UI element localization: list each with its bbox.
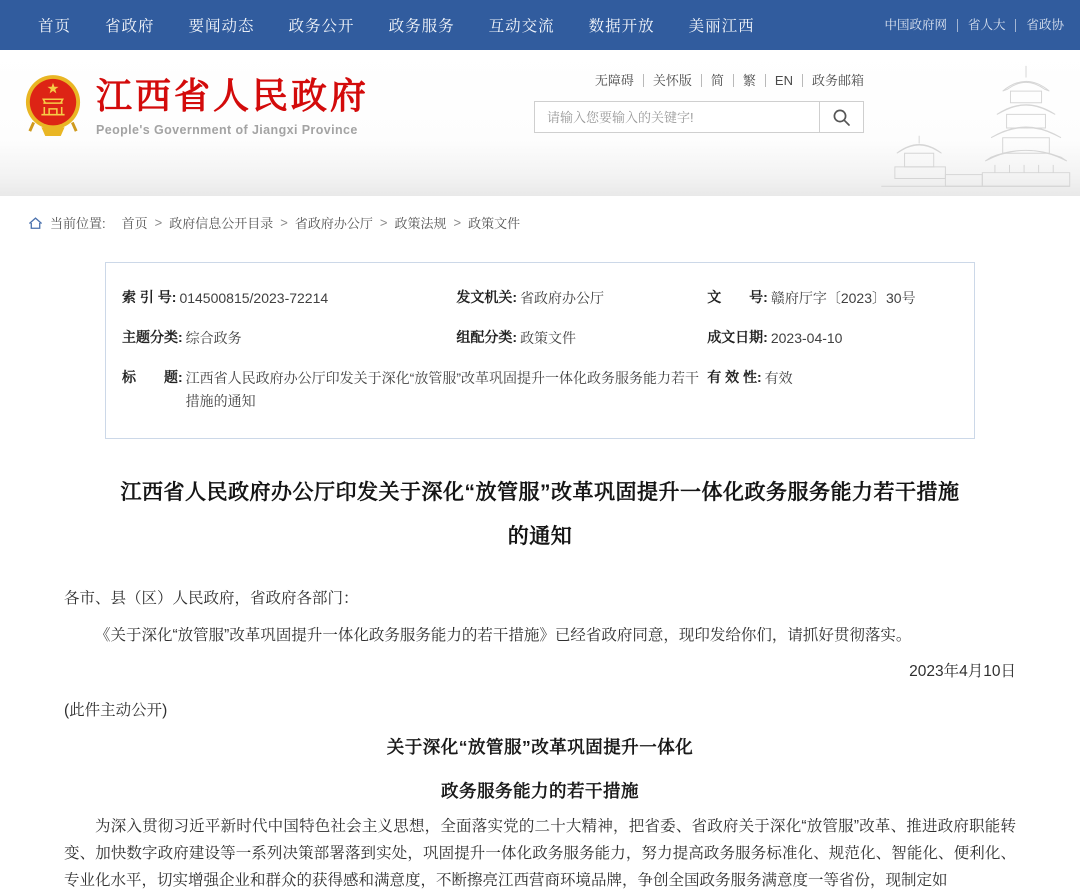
meta-issuer-label: 发文机关:	[456, 289, 518, 305]
nav-interaction[interactable]: 互动交流	[488, 18, 555, 35]
nav-gov-services[interactable]: 政务服务	[388, 18, 455, 35]
meta-issuer-value: 省政府办公厅	[520, 290, 605, 306]
meta-issue-date	[707, 327, 958, 350]
search-input[interactable]	[535, 102, 819, 132]
breadcrumb-separator: >	[154, 215, 163, 230]
document-date: 2023年4月10日	[909, 663, 1016, 681]
top-navigation	[0, 0, 1080, 50]
meta-title	[122, 367, 707, 413]
meta-date-label: 成文日期:	[707, 329, 768, 346]
meta-date-value: 2023-04-10	[770, 330, 843, 347]
meta-index-number	[122, 287, 456, 310]
link-english-version[interactable]: EN	[766, 74, 803, 87]
nav-gov-affairs-public[interactable]: 政务公开	[288, 18, 355, 35]
nav-home[interactable]: 首页	[38, 18, 72, 35]
meta-title-value: 江西省人民政府办公厅印发关于深化“放管服”改革巩固提升一体化政务服务能力若干措施的通知	[185, 370, 699, 410]
brand-text	[96, 75, 369, 137]
meta-validity-value: 有效	[764, 370, 793, 387]
link-provincial-cppcc[interactable]: 省政协	[1026, 17, 1064, 32]
salutation: 各市、县（区）人民政府，省政府各部门：	[64, 590, 359, 608]
attachment-title-line2: 政务服务能力的若干措施	[441, 781, 639, 802]
breadcrumb	[0, 196, 1080, 244]
document-title-line1: 江西省人民政府办公厅印发关于深化“放管服”改革巩固提升一体化政务服务能力若干措施	[120, 481, 960, 505]
utility-links	[534, 74, 864, 87]
link-provincial-peoples-congress[interactable]: 省人大	[958, 19, 1017, 32]
meta-group-label: 组配分类:	[456, 329, 518, 346]
link-china-gov[interactable]: 中国政府网	[874, 19, 958, 32]
nav-provincial-government[interactable]: 省政府	[105, 18, 155, 35]
link-gov-mailbox[interactable]: 政务邮箱	[811, 73, 864, 88]
meta-docnum-label: 文 号:	[707, 289, 768, 305]
header-utility-area	[534, 74, 864, 133]
document-title	[66, 471, 1014, 559]
breadcrumb-policy-regulations[interactable]: 政策法规	[394, 216, 447, 231]
breadcrumb-policy-documents[interactable]: 政策文件	[468, 216, 521, 231]
breadcrumb-separator: >	[453, 215, 462, 230]
top-nav-external-links	[874, 0, 1066, 50]
breadcrumb-general-office[interactable]: 省政府办公厅	[294, 216, 373, 231]
meta-docnum-value: 赣府厅字〔2023〕30号	[770, 290, 916, 306]
site-title: 江西省人民政府	[96, 75, 370, 116]
nav-beautiful-jiangxi[interactable]: 美丽江西	[688, 18, 755, 35]
nav-news[interactable]: 要闻动态	[188, 18, 255, 35]
link-accessibility[interactable]: 无障碍	[586, 74, 644, 87]
meta-group-category	[456, 327, 707, 350]
site-header	[0, 50, 1080, 196]
meta-validity	[707, 367, 958, 413]
link-care-version[interactable]: 关怀版	[644, 74, 702, 87]
site-search	[534, 101, 864, 133]
meta-topic-label: 主题分类:	[122, 329, 183, 346]
meta-topic-value: 综合政务	[185, 330, 242, 347]
meta-topic-category	[122, 327, 456, 350]
meta-index-label: 索 引 号:	[122, 289, 177, 305]
document-page	[0, 262, 1080, 894]
pavilion-illustration	[873, 60, 1078, 196]
link-traditional-chinese[interactable]: 繁	[734, 74, 766, 87]
search-button[interactable]	[819, 102, 863, 132]
breadcrumb-separator: >	[379, 215, 388, 230]
attachment-title-line1: 关于深化“放管服”改革巩固提升一体化	[386, 737, 694, 758]
national-emblem-icon	[24, 74, 82, 138]
meta-document-number	[707, 287, 958, 310]
breadcrumb-label: 当前位置:	[50, 216, 106, 231]
meta-index-value: 014500815/2023-72214	[179, 290, 329, 306]
document-title-line2: 的通知	[507, 525, 573, 549]
site-brand[interactable]	[24, 74, 369, 138]
site-title-english: People's Government of Jiangxi Province	[96, 123, 358, 137]
meta-group-value: 政策文件	[520, 330, 577, 347]
meta-title-label: 标 题:	[122, 369, 183, 386]
link-simplified-chinese[interactable]: 简	[702, 74, 734, 87]
breadcrumb-home[interactable]: 首页	[121, 216, 148, 231]
notice-paragraph: 《关于深化“放管服”改革巩固提升一体化政务服务能力的若干措施》已经省政府同意，现印发给你们，请抓好贯彻落实。	[95, 627, 912, 645]
attachment-title	[64, 725, 1016, 813]
search-icon	[832, 108, 851, 127]
body-paragraph: 为深入贯彻习近平新时代中国特色社会主义思想，全面落实党的二十大精神，把省委、省政府关于深化“放管服”改革、推进政府职能转变、加快数字政府建设等一系列决策部署落到实处，巩固提升一体化政务服务能力，努力提高政务服务标准化、规范化、智能化、便利化、专业化水平，切实增强企业和群众的获得感和满意度，不断擦亮江西营商环境品牌，争创全国政务服务满意度一等省份，现制定如	[64, 818, 1016, 890]
document-body	[64, 585, 1016, 894]
disclosure-note: (此件主动公开)	[64, 702, 168, 720]
top-nav-items	[38, 14, 755, 36]
document-meta-card	[105, 262, 975, 439]
breadcrumb-separator: >	[280, 215, 288, 230]
meta-validity-label: 有 效 性:	[707, 369, 762, 386]
breadcrumb-info-directory[interactable]: 政府信息公开目录	[169, 216, 274, 231]
home-icon	[28, 216, 43, 230]
meta-issuing-agency	[456, 287, 707, 310]
nav-open-data[interactable]: 数据开放	[588, 18, 655, 35]
